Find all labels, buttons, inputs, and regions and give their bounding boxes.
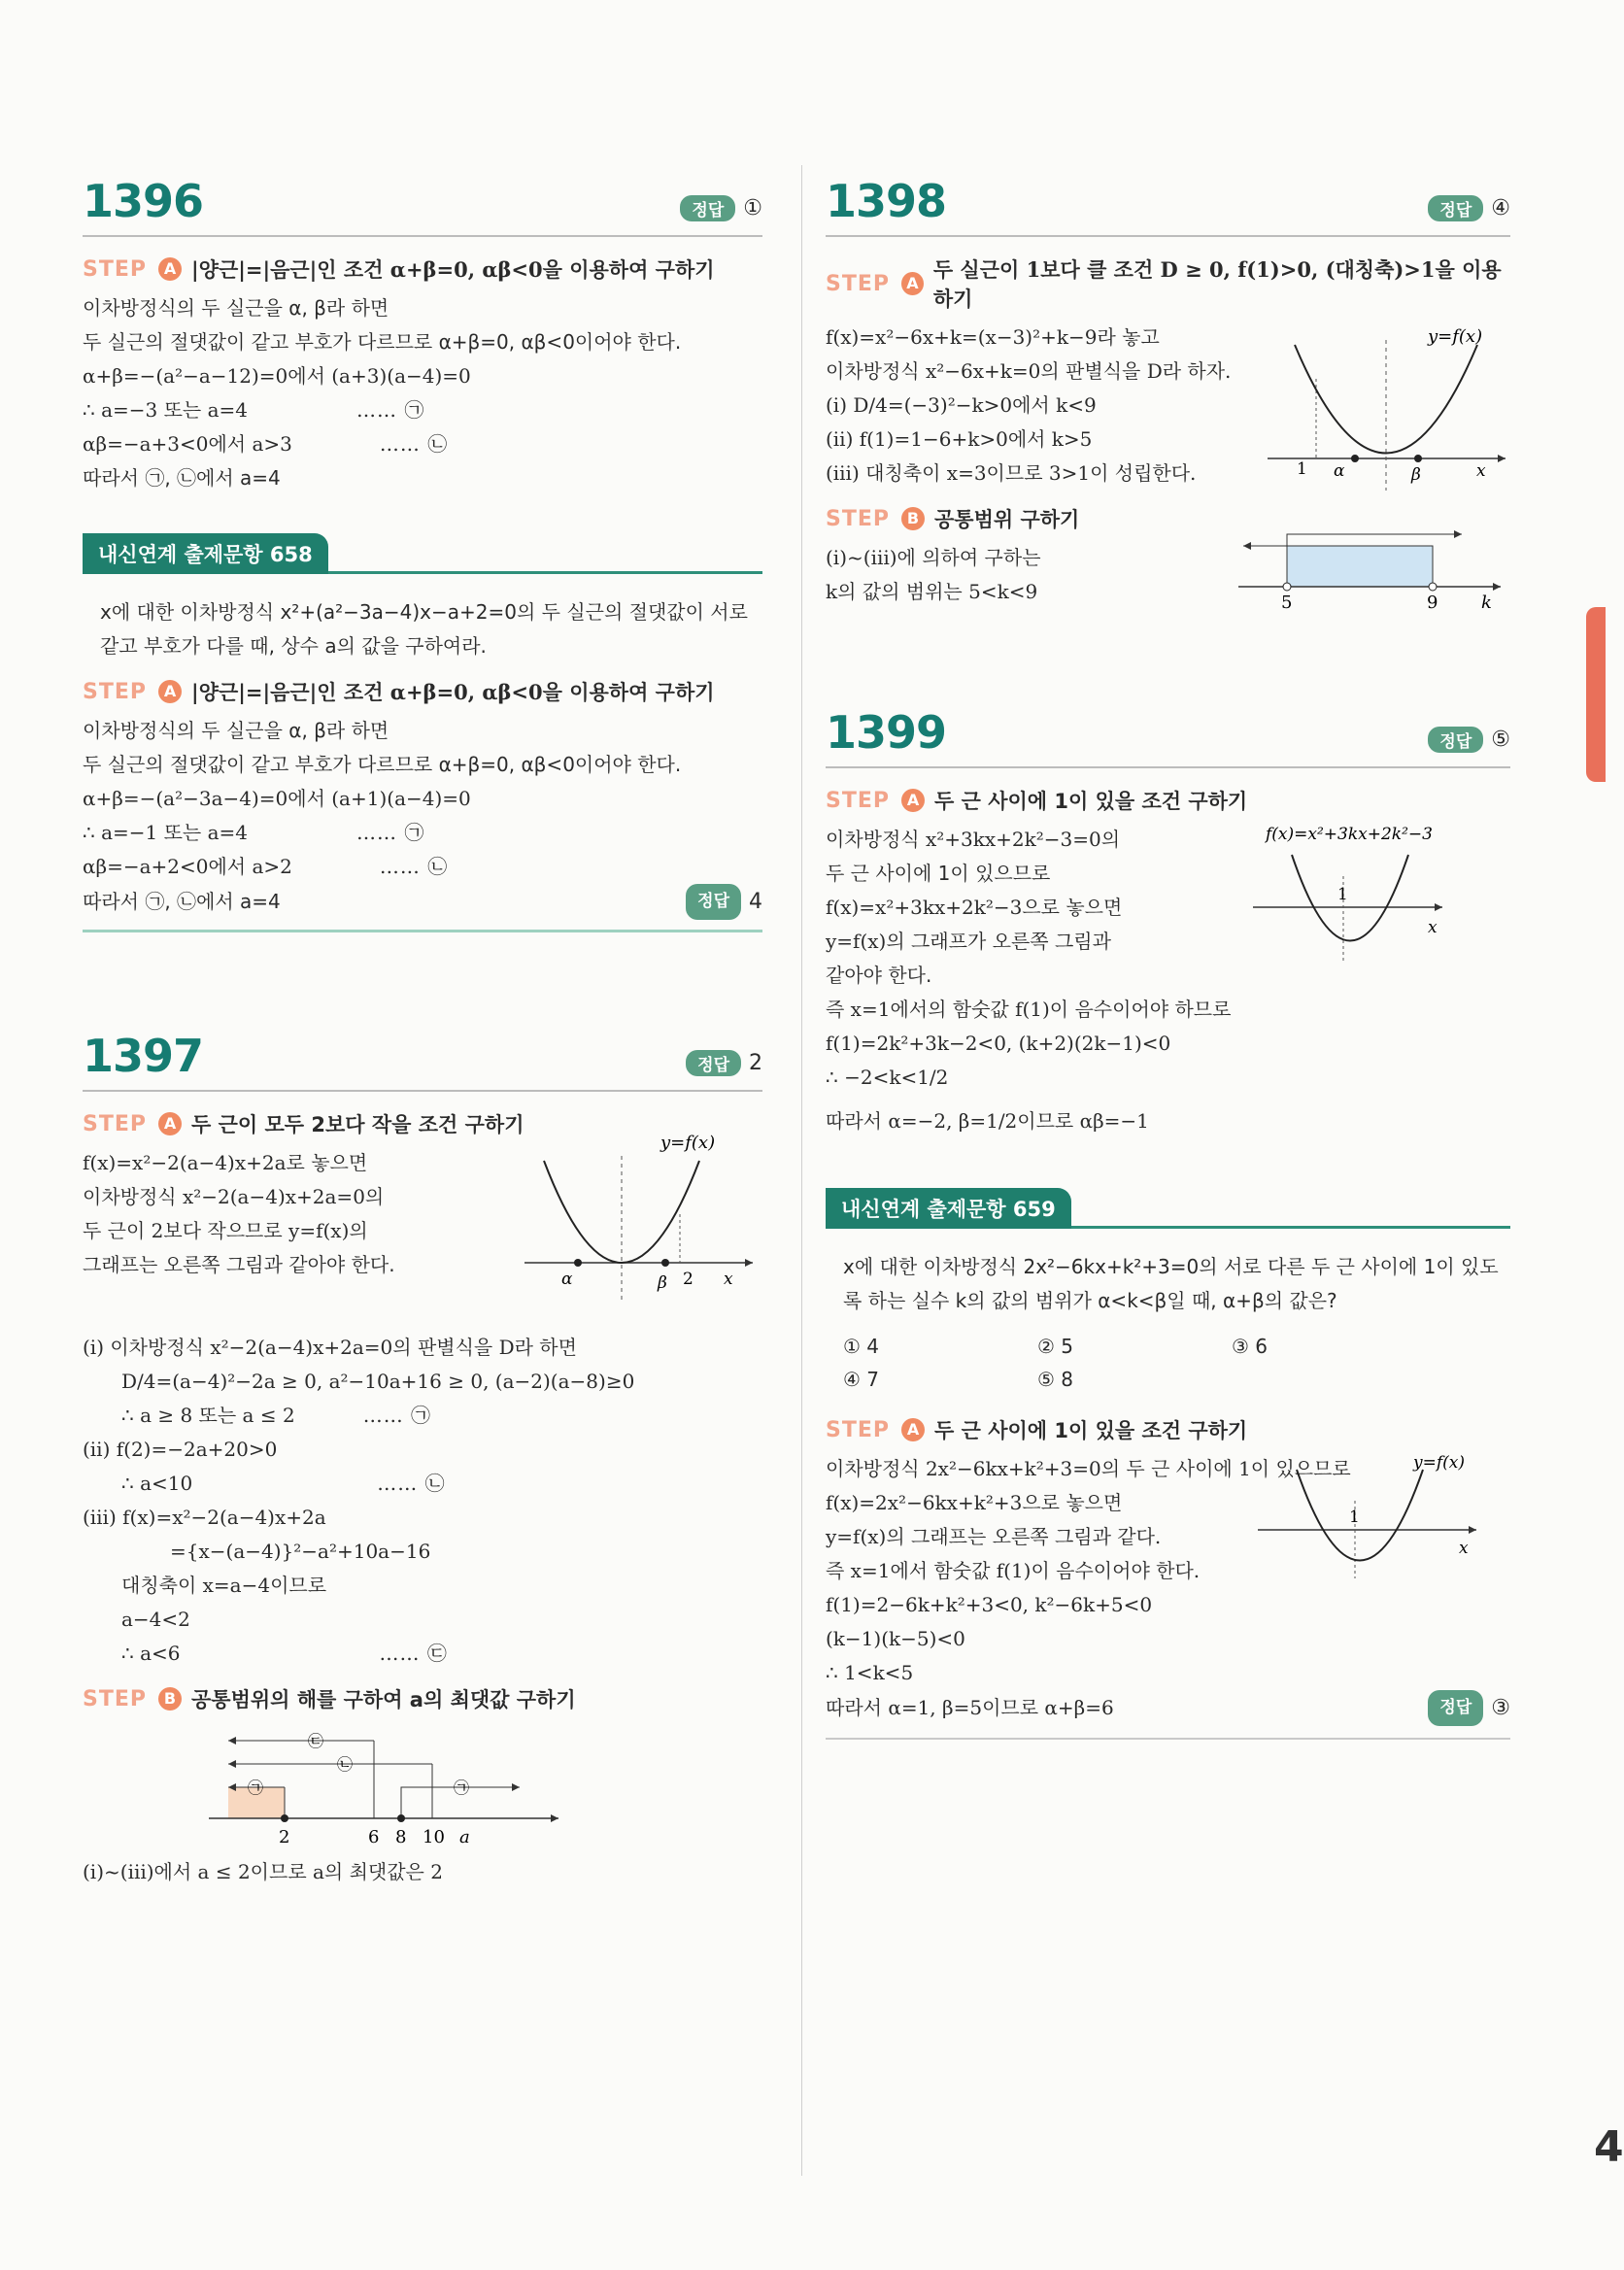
equation-mark: …… ㉡ — [379, 855, 449, 878]
solution-line: (ⅱ) f(1)=1−6+k>0에서 k>5 — [826, 427, 1093, 451]
arrow-left-icon — [1243, 542, 1251, 550]
step-title: 공통범위의 해를 구하여 a의 최댓값 구하기 — [191, 1688, 576, 1711]
tick-1: 1 — [1337, 885, 1348, 904]
naesin-659-body — [826, 1452, 1510, 1726]
x-axis-arrow-icon — [1469, 1526, 1476, 1534]
step-a-heading — [826, 254, 1510, 313]
tick-x: x — [1428, 918, 1438, 937]
root-beta-point — [1414, 455, 1422, 462]
step-tag: STEP — [83, 1686, 148, 1711]
section-separator — [83, 930, 762, 932]
solution-line: 즉 x=1에서 함숫값 f(1)이 음수이어야 한다. — [826, 1559, 1201, 1582]
label-c: ㉢ — [308, 1732, 324, 1750]
answer-value: 2 — [749, 1051, 762, 1075]
solution-line: ∴ a<10 — [121, 1472, 193, 1495]
problem-1398-header — [826, 165, 1510, 237]
solution-line: 이차방정식 x²−2(a−4)x+2a=0의 — [83, 1185, 385, 1208]
step-title: 두 근 사이에 1이 있을 조건 구하기 — [934, 790, 1248, 813]
solution-line: ∴ a ≥ 8 또는 a ≤ 2 — [121, 1404, 295, 1427]
tick-x: x — [724, 1270, 733, 1289]
arrow-left-icon — [228, 1760, 236, 1768]
solution-line: a−4<2 — [121, 1608, 190, 1631]
answer-options — [826, 1330, 1510, 1396]
equation-mark: …… ㉡ — [379, 432, 449, 456]
solution-line: D/4=(a−4)²−2a ≥ 0, a²−10a+16 ≥ 0, (a−2)(a−8)≥0 — [121, 1370, 635, 1393]
solution-line: ∴ 1<k<5 — [826, 1661, 914, 1684]
tick-x: x — [1476, 461, 1486, 481]
answer-badge: 정답 — [1428, 195, 1483, 221]
tick-alpha: α — [1334, 461, 1345, 481]
solution-line-row — [83, 1637, 762, 1671]
point-2 — [281, 1814, 288, 1822]
solution-line: αβ=−a+2<0에서 a>2 — [83, 855, 292, 878]
solution-line: ∴ a=−1 또는 a=4 — [83, 821, 249, 844]
solution-answer-row — [826, 1690, 1510, 1726]
answer-value: ③ — [1491, 1696, 1510, 1720]
tick-x: x — [1459, 1539, 1469, 1558]
root-alpha-point — [1351, 455, 1359, 462]
step-title: 두 근이 모두 2보다 작을 조건 구하기 — [191, 1113, 524, 1136]
graph-label: y=f(x) — [660, 1133, 716, 1153]
solution-line: 따라서 ㉠, ㉡에서 a=4 — [83, 890, 281, 913]
answer-box — [1428, 195, 1510, 221]
answer-badge: 정답 — [680, 195, 735, 221]
tick-10: 10 — [423, 1827, 445, 1847]
solution-line-row — [83, 427, 762, 461]
parabola-graph-1398 — [1268, 321, 1510, 495]
solution-line-row — [83, 393, 762, 427]
answer-box — [686, 884, 762, 920]
option[interactable]: ② 5 — [1037, 1335, 1074, 1358]
number-line-1398 — [1238, 526, 1510, 614]
parabola-graph-1399 — [1248, 818, 1510, 973]
tick-8: 8 — [395, 1827, 407, 1847]
arrow-right-icon — [512, 1783, 520, 1791]
solution-line: (ⅰ) D/4=(−3)²−k>0에서 k<9 — [826, 393, 1097, 417]
equation-mark: …… ㉠ — [356, 398, 425, 422]
open-point-9 — [1429, 583, 1437, 591]
x-axis-arrow-icon — [1498, 455, 1506, 462]
label-a: ㉠ — [248, 1779, 264, 1797]
solution-line: ∴ a=−3 또는 a=4 — [83, 398, 249, 422]
option[interactable]: ① 4 — [843, 1335, 880, 1358]
solution-line-row — [83, 1399, 762, 1433]
problem-number: 1397 — [83, 1030, 204, 1082]
problem-1398-body — [826, 321, 1510, 491]
solution-line: f(1)=2−6k+k²+3<0, k²−6k+5<0 — [826, 1593, 1153, 1616]
x-axis-arrow-icon — [745, 1259, 753, 1267]
solution-line: 같아야 한다. — [826, 964, 932, 987]
parabola-graph-659 — [1253, 1452, 1510, 1588]
equation-mark: …… ㉠ — [356, 821, 425, 844]
naesin-label: 내신연계 출제문항 658 — [83, 533, 328, 574]
naesin-label: 내신연계 출제문항 659 — [826, 1188, 1071, 1229]
step-tag: STEP — [83, 679, 148, 704]
solution-line: 이차방정식 x²−6x+k=0의 판별식을 D라 하자. — [826, 359, 1232, 383]
step-a-circle-icon: A — [158, 257, 182, 281]
step-a-circle-icon: A — [901, 789, 925, 812]
tick-k: k — [1481, 593, 1492, 613]
conclusion-line: (ⅰ)~(ⅲ)에서 a ≤ 2이므로 a의 최댓값은 2 — [83, 1860, 443, 1883]
problem-1397-intro — [83, 1133, 762, 1302]
open-point-5 — [1283, 583, 1291, 591]
solution-line: 대칭축이 x=a−4이므로 — [121, 1574, 327, 1597]
solution-line: αβ=−a+3<0에서 a>3 — [83, 432, 292, 456]
solution-line: (ⅰ) 이차방정식 x²−2(a−4)x+2a=0의 판별식을 D라 하면 — [83, 1336, 577, 1359]
answer-badge: 정답 — [1428, 1690, 1483, 1726]
step-a-heading — [83, 254, 762, 284]
right-column — [826, 165, 1510, 1740]
answer-badge: 정답 — [1428, 727, 1483, 753]
step-tag: STEP — [83, 256, 148, 282]
root-beta-point — [661, 1259, 669, 1267]
tick-5: 5 — [1281, 593, 1293, 613]
solution-line: α+β=−(a²−3a−4)=0에서 (a+1)(a−4)=0 — [83, 787, 471, 810]
equation-mark: …… ㉡ — [377, 1472, 446, 1495]
solution-region — [1287, 546, 1433, 587]
solution-line: 이차방정식의 두 실근을 α, β라 하면 — [83, 719, 389, 742]
solution-line: 이차방정식의 두 실근을 α, β라 하면 — [83, 296, 389, 320]
solution-line-row — [83, 1467, 762, 1501]
solution-line: α+β=−(a²−a−12)=0에서 (a+3)(a−4)=0 — [83, 364, 471, 388]
solution-line: f(x)=x²−2(a−4)x+2a로 놓으면 — [83, 1151, 368, 1174]
naesin-658-question: x에 대한 이차방정식 x²+(a²−3a−4)x−a+2=0의 두 실근의 절댓값이 서로 같고 부호가 다를 때, 상수 a의 값을 구하여라. — [100, 600, 748, 658]
problem-1399-body — [826, 823, 1510, 1138]
solution-line: 그래프는 오른쪽 그림과 같아야 한다. — [83, 1253, 395, 1276]
graph-label: y=f(x) — [1413, 1453, 1465, 1473]
axis-arrow-icon — [1493, 583, 1501, 591]
solution-line: (ⅲ) f(x)=x²−2(a−4)x+2a — [83, 1506, 326, 1529]
column-divider — [801, 165, 802, 2176]
tick-beta: β — [1411, 465, 1421, 485]
problem-1396-header — [83, 165, 762, 237]
answer-box — [1428, 1690, 1510, 1726]
arrow-left-icon — [228, 1737, 236, 1745]
solution-line: ∴ a<6 — [121, 1642, 181, 1665]
step-title: 공통범위 구하기 — [934, 508, 1080, 531]
problem-number: 1399 — [826, 706, 947, 759]
solution-line: (ⅰ)~(ⅲ)에 의하여 구하는 — [826, 546, 1041, 569]
step-tag: STEP — [826, 506, 891, 531]
answer-value: 4 — [749, 890, 762, 914]
step-title: |양근|=|음근|인 조건 α+β=0, αβ<0을 이용하여 구하기 — [191, 680, 715, 704]
step-title: |양근|=|음근|인 조건 α+β=0, αβ<0을 이용하여 구하기 — [191, 257, 715, 282]
arrow-right-icon — [1454, 530, 1462, 538]
solution-line: (ⅱ) f(2)=−2a+20>0 — [83, 1438, 278, 1461]
step-a-heading — [83, 677, 762, 706]
equation-mark: …… ㉠ — [362, 1404, 432, 1427]
step-title: 두 근 사이에 1이 있을 조건 구하기 — [934, 1419, 1248, 1442]
solution-line: 두 근이 2보다 작으므로 y=f(x)의 — [83, 1219, 368, 1242]
left-column — [83, 165, 762, 1889]
equation-mark: …… ㉢ — [379, 1642, 448, 1665]
solution-line: ={x−(a−4)}²−a²+10a−16 — [170, 1540, 431, 1563]
tick-1: 1 — [1297, 459, 1307, 479]
answer-box — [686, 1050, 762, 1076]
section-separator — [826, 1738, 1510, 1740]
step-a-circle-icon: A — [901, 272, 924, 295]
step-tag: STEP — [826, 1417, 891, 1442]
step-b-circle-icon: B — [158, 1687, 182, 1711]
step-a-circle-icon: A — [158, 680, 182, 703]
tick-2: 2 — [279, 1827, 290, 1847]
solution-line: 따라서 α=1, β=5이므로 α+β=6 — [826, 1696, 1114, 1719]
step-a-heading — [826, 1415, 1510, 1444]
root-alpha-point — [574, 1259, 582, 1267]
page-number: 4 — [1594, 2122, 1624, 2172]
option[interactable]: ③ 6 — [1232, 1335, 1269, 1358]
solution-line: 두 실근의 절댓값이 같고 부호가 다르므로 α+β=0, αβ<0이어야 한다. — [83, 753, 682, 776]
graph-label: y=f(x) — [1428, 326, 1483, 347]
tick-a: a — [459, 1827, 470, 1847]
problem-1397-header — [83, 1020, 762, 1092]
naesin-659-header — [826, 1187, 1510, 1229]
step-tag: STEP — [826, 788, 891, 813]
solution-line: 따라서 ㉠, ㉡에서 a=4 — [83, 466, 281, 490]
answer-value: ④ — [1491, 196, 1510, 220]
step-tag: STEP — [826, 271, 891, 296]
problem-number: 1398 — [826, 175, 947, 227]
solution-line: 이차방정식 2x²−6kx+k²+3=0의 두 근 사이에 1이 있으므로 — [826, 1457, 1351, 1480]
answer-value: ⑤ — [1491, 728, 1510, 752]
tick-6: 6 — [368, 1827, 380, 1847]
solution-line: 두 근 사이에 1이 있으므로 — [826, 862, 1051, 885]
problem-1398-stepb — [826, 541, 1510, 628]
solution-line: (k−1)(k−5)<0 — [826, 1627, 965, 1650]
option[interactable]: ⑤ 8 — [1037, 1368, 1074, 1391]
solution-answer-row — [83, 884, 762, 920]
x-axis-arrow-icon — [1435, 903, 1442, 911]
answer-value: ① — [743, 196, 762, 220]
solution-line: f(x)=x²+3kx+2k²−3으로 놓으면 — [826, 896, 1123, 919]
graph-label: f(x)=x²+3kx+2k²−3 — [1266, 825, 1433, 844]
solution-line: f(x)=x²−6x+k=(x−3)²+k−9라 놓고 — [826, 325, 1160, 349]
answer-box — [1428, 727, 1510, 753]
parabola-curve — [1292, 855, 1408, 941]
tick-9: 9 — [1427, 593, 1438, 613]
step-a-circle-icon: A — [901, 1418, 925, 1441]
answer-badge: 정답 — [686, 884, 741, 920]
label-b: ㉡ — [337, 1755, 354, 1774]
solution-line-row — [83, 816, 762, 850]
naesin-659-question: x에 대한 이차방정식 2x²−6kx+k²+3=0의 서로 다른 두 근 사이에 1이 있도록 하는 실수 k의 값의 범위가 α<k<β일 때, α+β의 값은? — [843, 1255, 1499, 1312]
solution-line: 즉 x=1에서의 함숫값 f(1)이 음수이어야 하므로 — [826, 998, 1232, 1021]
solution-line: y=f(x)의 그래프가 오른쪽 그림과 — [826, 930, 1111, 953]
solution-line: 이차방정식 x²+3kx+2k²−3=0의 — [826, 828, 1121, 851]
option[interactable]: ④ 7 — [843, 1368, 880, 1391]
tick-2: 2 — [683, 1270, 694, 1289]
number-line-1397 — [199, 1721, 568, 1847]
parabola-curve — [1297, 1470, 1423, 1561]
axis-arrow-icon — [551, 1814, 558, 1822]
solution-line: k의 값의 범위는 5<k<9 — [826, 580, 1038, 603]
problem-1399-header — [826, 696, 1510, 768]
problem-number: 1396 — [83, 175, 204, 227]
tick-beta: β — [658, 1273, 667, 1293]
label-a: ㉠ — [454, 1779, 470, 1797]
tick-alpha: α — [561, 1270, 573, 1289]
parabola-graph-1397 — [524, 1133, 758, 1311]
step-a-heading — [826, 786, 1510, 815]
solution-line: f(1)=2k²+3k−2<0, (k+2)(2k−1)<0 — [826, 1032, 1171, 1055]
answer-badge: 정답 — [686, 1050, 741, 1076]
tick-1: 1 — [1349, 1508, 1360, 1527]
solution-line: f(x)=2x²−6kx+k²+3으로 놓으면 — [826, 1491, 1123, 1514]
solution-line-row — [83, 850, 762, 884]
solution-line: y=f(x)의 그래프는 오른쪽 그림과 같다. — [826, 1525, 1162, 1548]
point-8 — [397, 1814, 405, 1822]
step-a-circle-icon: A — [158, 1112, 182, 1135]
solution-line: 두 실근의 절댓값이 같고 부호가 다르므로 α+β=0, αβ<0이어야 한다. — [83, 330, 682, 354]
step-b-circle-icon: B — [901, 507, 925, 530]
step-b-heading — [83, 1684, 762, 1713]
step-tag: STEP — [83, 1111, 148, 1136]
solution-line: 따라서 α=−2, β=1/2이므로 αβ=−1 — [826, 1109, 1149, 1133]
answer-box — [680, 195, 762, 221]
chapter-tab — [1586, 607, 1606, 782]
solution-line: ∴ −2<k<1/2 — [826, 1066, 949, 1089]
solution-line: (ⅲ) 대칭축이 x=3이므로 3>1이 성립한다. — [826, 461, 1197, 485]
naesin-658-header — [83, 532, 762, 574]
step-title: 두 실근이 1보다 클 조건 D ≥ 0, f(1)>0, (대칭축)>1을 이용하기 — [932, 257, 1502, 311]
